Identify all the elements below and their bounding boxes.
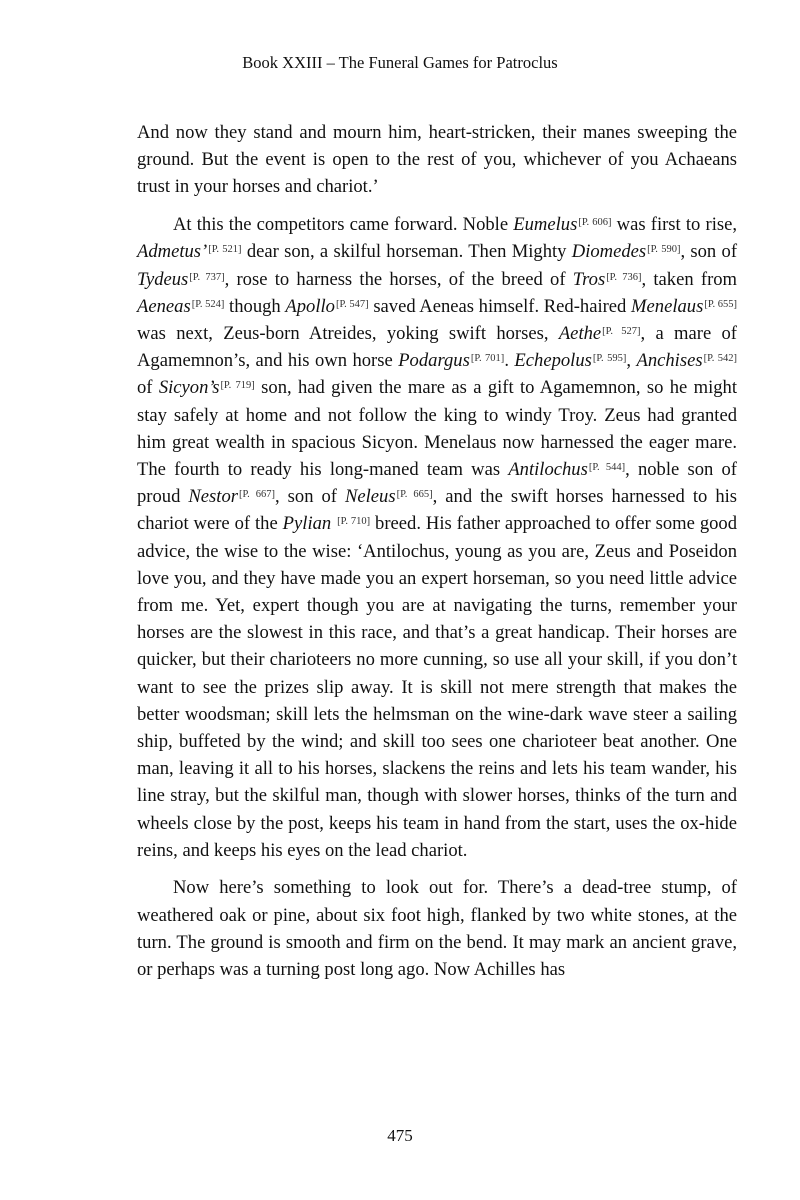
proper-name: Apollo bbox=[285, 295, 335, 317]
page-reference: [P. 710] bbox=[337, 516, 371, 528]
proper-name: Sicyon’s bbox=[158, 377, 220, 399]
proper-name: Tydeus bbox=[137, 268, 189, 290]
page-reference: [P. 655] bbox=[704, 298, 738, 310]
proper-name: Aethe bbox=[558, 322, 602, 344]
proper-name: Podargus bbox=[398, 350, 470, 372]
paragraph bbox=[137, 874, 737, 983]
text-run bbox=[331, 513, 336, 534]
proper-name: Diomedes bbox=[571, 241, 647, 263]
proper-name: Antilochus bbox=[508, 458, 588, 480]
proper-name: Anchises bbox=[636, 350, 703, 372]
text-run: breed. His father approached to offer some good advice, the wise to the wise: ‘Antilochus, young as you are, Zeus and Poseidon love you, and they have made you an expert horseman, so you need little advice from me. Yet, expert though you are at navigating the turns, remember your horses are the slowest in this race, and that’s a great handicap. Their horses are quicker, but their charioteers no more cunning, so use all your skill, if you don’t want to see the prizes slip away. It is skill not mere strength that makes the better woodsman; skill lets the helmsman on the wine-dark wave steer a sailing ship, buffeted by the wind; and skill too sees one charioteer beat another. One man, leaving it all to his horses, slackens the reins and lets his team wander, his line stray, but the skilful man, though with slower horses, thinks of the turn and wheels close by the post, keeps his team in hand from the start, uses the ox-hide reins, and keeps his eyes on the lead chariot. bbox=[137, 513, 738, 861]
page-number: 475 bbox=[387, 1126, 413, 1145]
page-reference: [P. 544] bbox=[588, 461, 626, 473]
running-header: Book XXIII – The Funeral Games for Patroclus bbox=[242, 53, 558, 72]
proper-name: Tros bbox=[572, 268, 606, 290]
page-reference: [P. 701] bbox=[470, 353, 505, 365]
text-run: At this the competitors came forward. Noble bbox=[173, 214, 514, 236]
page-reference: [P. 524] bbox=[191, 298, 225, 310]
text-run: , bbox=[626, 350, 637, 372]
text-run: , son of bbox=[275, 486, 345, 508]
page-reference: [P. 595] bbox=[592, 353, 627, 365]
text-run: saved Aeneas himself. Red-haired bbox=[368, 295, 632, 317]
text-run: , and the swift horses harnessed to his chariot were of the bbox=[137, 486, 738, 535]
text-run: , rose to harness the horses, of the breed of bbox=[224, 268, 573, 290]
text-run: , taken from bbox=[641, 268, 738, 290]
text-run: son, had given the mare as a gift to Agamemnon, so he might stay safely at home and not follow the king to windy Troy. Zeus had granted him great wealth in spacious Sicyon. Menelaus now harnessed the eager mare. The fourth to ready his long-maned team was bbox=[137, 377, 738, 480]
proper-name: Echepolus bbox=[514, 350, 592, 372]
proper-name: Aeneas bbox=[137, 295, 191, 317]
page-reference: [P. 527] bbox=[602, 325, 641, 337]
paragraph bbox=[137, 119, 737, 201]
page-reference: [P. 521] bbox=[208, 244, 242, 256]
page-reference: [P. 606] bbox=[578, 217, 612, 229]
text-run: , a mare of Agamemnon’s, and his own horse bbox=[137, 322, 737, 372]
page-reference: [P. 719] bbox=[220, 380, 255, 392]
paragraph bbox=[137, 211, 737, 864]
page-reference: [P. 547] bbox=[335, 298, 369, 310]
text-run: was first to rise, bbox=[611, 214, 737, 236]
proper-name: Nestor bbox=[188, 486, 238, 508]
page-reference: [P. 736] bbox=[606, 271, 642, 283]
text-run: though bbox=[224, 295, 286, 317]
page-reference: [P. 542] bbox=[703, 353, 738, 365]
text-run: . bbox=[504, 350, 515, 372]
page-reference: [P. 665] bbox=[396, 489, 433, 501]
proper-name: Neleus bbox=[344, 486, 396, 508]
body-text bbox=[137, 119, 737, 983]
page-reference: [P. 590] bbox=[647, 244, 681, 256]
proper-name: Pylian bbox=[282, 513, 332, 535]
proper-name: Eumelus bbox=[513, 214, 578, 236]
text-run: of bbox=[137, 377, 159, 399]
page-reference: [P. 667] bbox=[238, 489, 276, 501]
proper-name: Menelaus bbox=[631, 295, 704, 317]
proper-name: Admetus’ bbox=[137, 241, 208, 263]
text-run: And now they stand and mourn him, heart-stricken, their manes sweeping the ground. But the event is open to the rest of you, whichever of you Achaeans trust in your horses and chariot.’ bbox=[137, 122, 737, 198]
text-run: dear son, a skilful horseman. Then Mighty bbox=[241, 241, 572, 263]
text-run: , noble son of proud bbox=[137, 458, 737, 508]
text-run: , son of bbox=[680, 241, 738, 263]
text-run: Now here’s something to look out for. There’s a dead-tree stump, of weathered oak or pine, about six foot high, flanked by two white stones, at the turn. The ground is smooth and firm on the bend. It may mark an ancient grave, or perhaps was a turning post long ago. Now Achilles has bbox=[137, 877, 737, 981]
page-reference: [P. 737] bbox=[189, 271, 225, 283]
text-run: was next, Zeus-born Atreides, yoking swift horses, bbox=[137, 322, 559, 344]
